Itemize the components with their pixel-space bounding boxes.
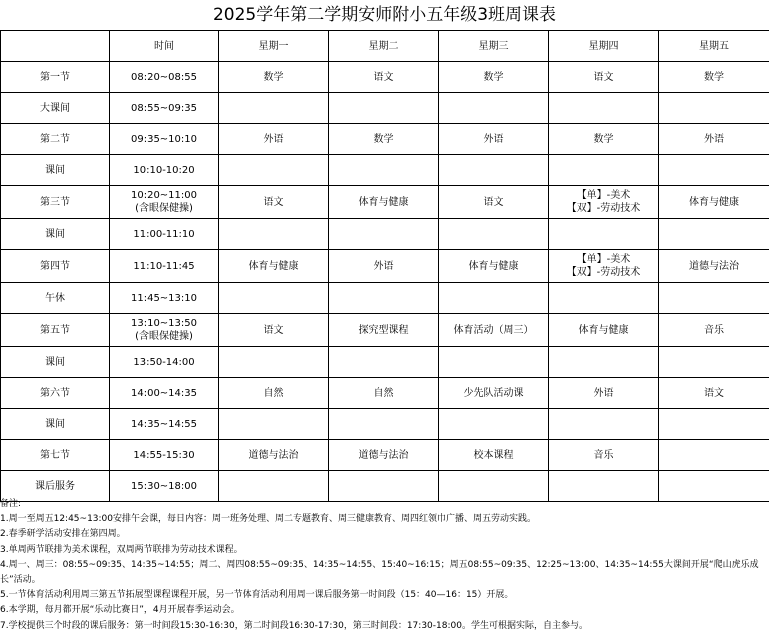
period-cell: 午休 <box>1 283 110 314</box>
course-cell-friday: 数学 <box>659 62 769 93</box>
course-cell-friday: 体育与健康 <box>659 186 769 219</box>
course-cell-monday: 语文 <box>219 186 329 219</box>
course-cell-monday: 自然 <box>219 378 329 409</box>
period-cell: 第二节 <box>1 124 110 155</box>
course-cell-monday <box>219 283 329 314</box>
course-cell-monday <box>219 409 329 440</box>
course-cell-monday <box>219 219 329 250</box>
table-row <box>1 62 769 93</box>
table-row <box>1 347 769 378</box>
time-cell: 13:50-14:00 <box>110 347 219 378</box>
course-cell-thursday <box>549 347 659 378</box>
course-cell-thursday <box>549 283 659 314</box>
period-cell: 第三节 <box>1 186 110 219</box>
course-cell-friday: 道德与法治 <box>659 250 769 283</box>
course-cell-thursday: 数学 <box>549 124 659 155</box>
header-friday: 星期五 <box>659 31 769 62</box>
course-cell-monday: 外语 <box>219 124 329 155</box>
time-cell: 14:55-15:30 <box>110 440 219 471</box>
time-cell: 11:45~13:10 <box>110 283 219 314</box>
header-monday: 星期一 <box>219 31 329 62</box>
course-cell-thursday <box>549 219 659 250</box>
period-cell: 课间 <box>1 219 110 250</box>
course-cell-tuesday: 自然 <box>329 378 439 409</box>
header-tuesday: 星期二 <box>329 31 439 62</box>
header-wednesday: 星期三 <box>439 31 549 62</box>
time-cell: 08:20~08:55 <box>110 62 219 93</box>
course-cell-thursday <box>549 409 659 440</box>
course-cell-monday <box>219 93 329 124</box>
note-line: 2.春季研学活动安排在第四周。 <box>0 529 126 540</box>
time-cell: 10:20~11:00 (含眼保健操) <box>110 186 219 219</box>
note-line: 6.本学期，每月都开展“乐动比赛日”，4月开展春季运动会。 <box>0 605 240 616</box>
table-row <box>1 155 769 186</box>
course-cell-tuesday: 体育与健康 <box>329 186 439 219</box>
table-row <box>1 250 769 283</box>
page-title: 2025学年第二学期安师附小五年级3班周课表 <box>212 5 557 25</box>
course-cell-friday <box>659 440 769 471</box>
course-cell-tuesday: 外语 <box>329 250 439 283</box>
note-line: 5.一节体育活动利用周三第五节拓展型课程课程开展，另一节体育活动利用周一课后服务第一时间段（15：40—16：15）开展。 <box>0 590 514 601</box>
course-cell-friday <box>659 409 769 440</box>
notes-section <box>0 497 769 634</box>
time-cell: 15:30~18:00 <box>110 471 219 502</box>
course-cell-wednesday: 体育与健康 <box>439 250 549 283</box>
course-cell-monday: 语文 <box>219 314 329 347</box>
course-cell-thursday: 语文 <box>549 62 659 93</box>
header-thursday: 星期四 <box>549 31 659 62</box>
table-row <box>1 219 769 250</box>
course-cell-tuesday: 数学 <box>329 124 439 155</box>
note-line: 1.周一至周五12:45~13:00安排午会课，每日内容：周一班务处理、周二专题教育、周三健康教育、周四红领巾广播、周五劳动实践。 <box>0 514 537 525</box>
table-row <box>1 409 769 440</box>
time-cell: 14:00~14:35 <box>110 378 219 409</box>
course-cell-tuesday <box>329 283 439 314</box>
timetable <box>0 30 769 502</box>
period-cell: 第四节 <box>1 250 110 283</box>
course-cell-tuesday <box>329 155 439 186</box>
course-cell-friday: 外语 <box>659 124 769 155</box>
table-row <box>1 283 769 314</box>
table-row <box>1 378 769 409</box>
period-cell: 第五节 <box>1 314 110 347</box>
course-cell-friday: 音乐 <box>659 314 769 347</box>
course-cell-thursday <box>549 155 659 186</box>
note-line: 7.学校提供三个时段的课后服务：第一时间段15:30-16:30，第二时间段16:30-17:30，第三时间段：17:30-18:00。学生可根据实际，自主参与。 <box>0 620 588 631</box>
period-cell: 第六节 <box>1 378 110 409</box>
notes-heading: 备注: <box>0 499 22 509</box>
course-cell-thursday: 体育与健康 <box>549 314 659 347</box>
course-cell-friday <box>659 283 769 314</box>
time-cell: 08:55~09:35 <box>110 93 219 124</box>
course-cell-monday <box>219 347 329 378</box>
course-cell-tuesday <box>329 219 439 250</box>
course-cell-wednesday <box>439 219 549 250</box>
table-row <box>1 440 769 471</box>
time-cell: 10:10-10:20 <box>110 155 219 186</box>
period-cell: 课间 <box>1 347 110 378</box>
course-cell-monday: 道德与法治 <box>219 440 329 471</box>
course-cell-thursday <box>549 93 659 124</box>
course-cell-tuesday <box>329 347 439 378</box>
course-cell-friday <box>659 219 769 250</box>
course-cell-wednesday: 数学 <box>439 62 549 93</box>
notes-list <box>0 512 769 634</box>
course-cell-wednesday <box>439 347 549 378</box>
table-row <box>1 186 769 219</box>
table-row <box>1 314 769 347</box>
course-cell-wednesday <box>439 155 549 186</box>
period-cell: 大课间 <box>1 93 110 124</box>
course-cell-tuesday: 语文 <box>329 62 439 93</box>
period-cell: 课间 <box>1 155 110 186</box>
period-cell: 第七节 <box>1 440 110 471</box>
time-cell: 11:00-11:10 <box>110 219 219 250</box>
course-cell-monday <box>219 155 329 186</box>
course-cell-wednesday: 外语 <box>439 124 549 155</box>
period-cell: 第一节 <box>1 62 110 93</box>
header-row <box>1 31 769 62</box>
course-cell-tuesday <box>329 93 439 124</box>
header-time: 时间 <box>110 31 219 62</box>
period-cell: 课间 <box>1 409 110 440</box>
course-cell-thursday: 【单】-美术 【双】-劳动技术 <box>549 250 659 283</box>
table-row <box>1 93 769 124</box>
course-cell-wednesday <box>439 283 549 314</box>
course-cell-friday <box>659 347 769 378</box>
course-cell-tuesday: 道德与法治 <box>329 440 439 471</box>
course-cell-friday <box>659 93 769 124</box>
time-cell: 09:35~10:10 <box>110 124 219 155</box>
period-cell: 课后服务 <box>1 471 110 502</box>
time-cell: 11:10-11:45 <box>110 250 219 283</box>
course-cell-tuesday <box>329 409 439 440</box>
note-line: 4.周一、周三：08:55~09:35、14:35~14:55；周二、周四08:55~09:35、14:35~14:55、15:40~16:15；周五08:55~09:35、12:25~13:00、14:35~14:55大课间开展“爬山虎乐成长”活动。 <box>0 559 759 586</box>
course-cell-monday: 数学 <box>219 62 329 93</box>
course-cell-wednesday: 体育活动（周三） <box>439 314 549 347</box>
course-cell-friday <box>659 155 769 186</box>
course-cell-wednesday: 少先队活动课 <box>439 378 549 409</box>
header-corner <box>1 31 110 62</box>
course-cell-wednesday <box>439 93 549 124</box>
course-cell-thursday: 音乐 <box>549 440 659 471</box>
course-cell-thursday: 外语 <box>549 378 659 409</box>
time-cell: 14:35~14:55 <box>110 409 219 440</box>
course-cell-wednesday: 语文 <box>439 186 549 219</box>
course-cell-wednesday <box>439 409 549 440</box>
course-cell-monday: 体育与健康 <box>219 250 329 283</box>
note-line: 3.单周两节联排为美术课程，双周两节联排为劳动技术课程。 <box>0 544 243 555</box>
course-cell-thursday: 【单】-美术 【双】-劳动技术 <box>549 186 659 219</box>
course-cell-wednesday: 校本课程 <box>439 440 549 471</box>
course-cell-friday: 语文 <box>659 378 769 409</box>
time-cell: 13:10~13:50 (含眼保健操) <box>110 314 219 347</box>
table-row <box>1 124 769 155</box>
course-cell-tuesday: 探究型课程 <box>329 314 439 347</box>
